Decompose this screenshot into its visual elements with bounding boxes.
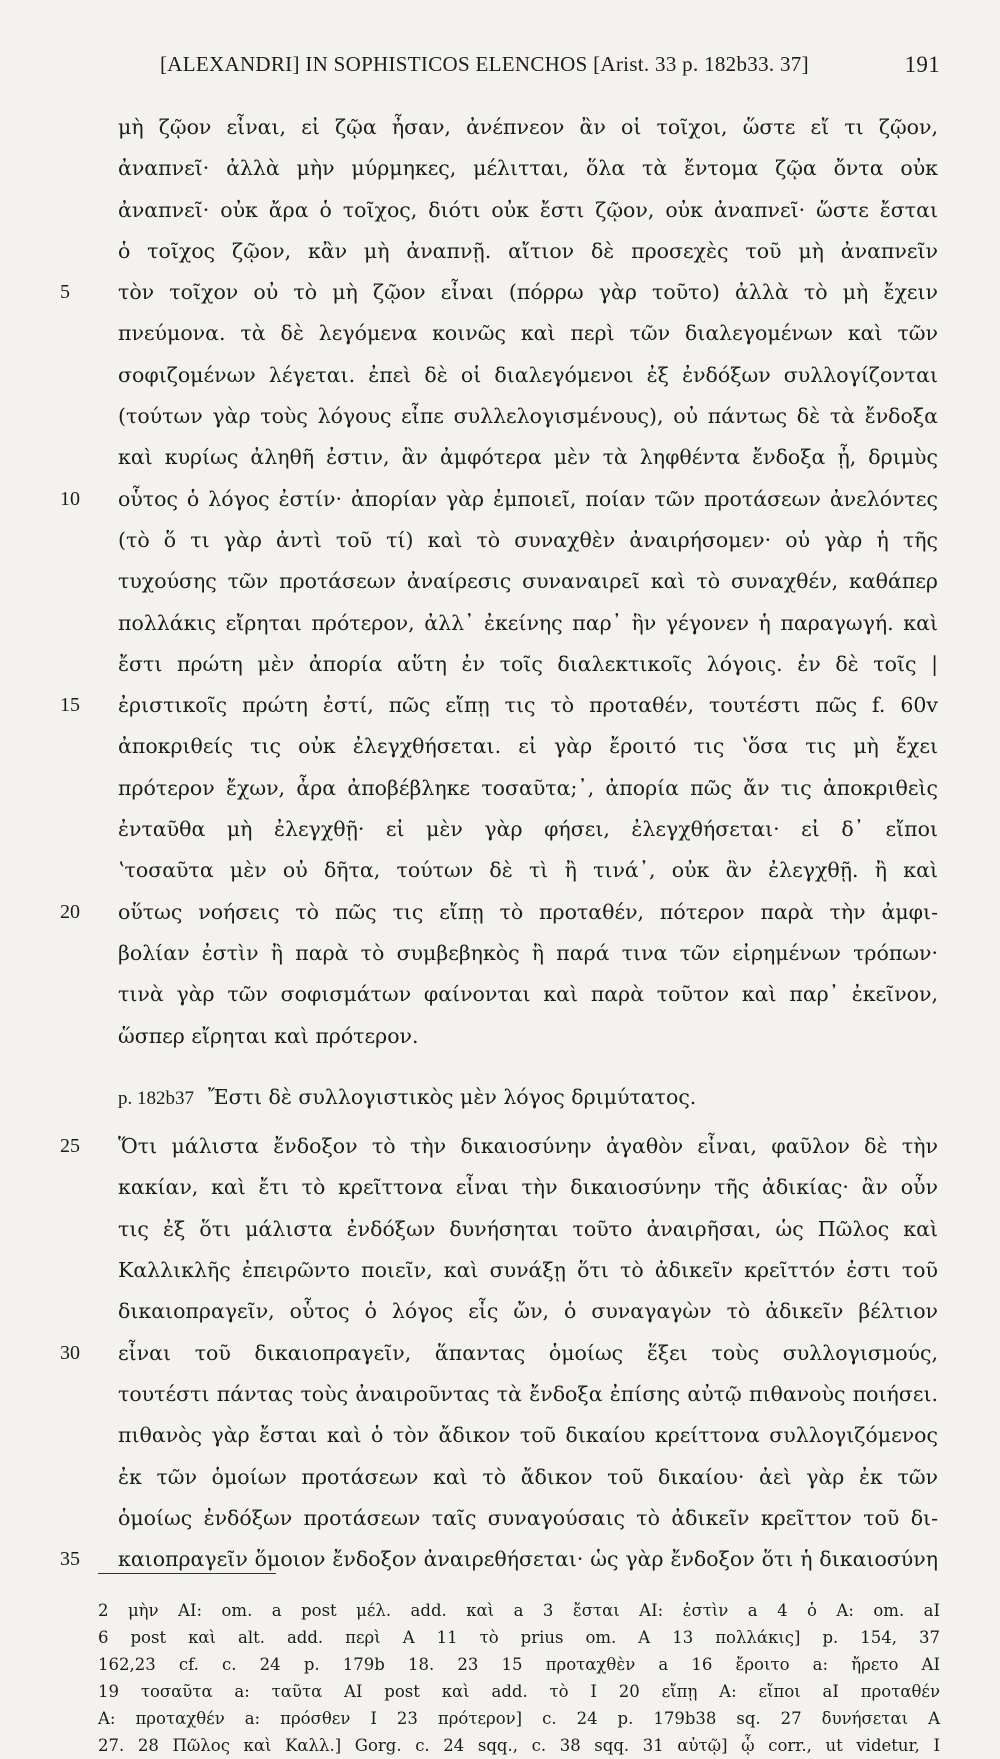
text-line — [60, 892, 938, 933]
line-number: 35 — [60, 1548, 80, 1571]
apparatus-line: A: προταχθέν a: πρόσθεν I 23 πρότερον] c. 24 p. 179b38 sq. 27 δυνήσεται A — [98, 1709, 940, 1728]
line-text: Καλλικλῆς ἐπειρῶντο ποιεῖν, καὶ συνάξῃ ὅτι τὸ ἀδικεῖν κρεῖττόν ἐστι τοῦ — [118, 1258, 938, 1283]
footnote-rule — [98, 1573, 276, 1574]
section-gap — [118, 1118, 938, 1126]
line-text: ἀναπνεῖ· ἀλλὰ μὴν μύρμηκες, μέλιτται, ὅλα τὰ ἔντομα ζῷα ὄντα οὐκ — [118, 156, 938, 181]
apparatus-line: 19 τοσαῦτα a: ταῦτα AI post καὶ add. τὸ I 20 εἴπῃ A: εἴποι aI προταθέν — [98, 1682, 940, 1701]
text-line — [60, 272, 938, 313]
line-text: ἐνταῦθα μὴ ἐλεγχθῇ· εἰ μὲν γὰρ φήσει, ἐλεγχθήσεται· εἰ δ᾽ εἴποι — [118, 817, 938, 842]
apparatus-line: 6 post καὶ alt. add. περὶ A 11 τὸ prius om. A 13 πολλάκις] p. 154, 37 — [98, 1628, 940, 1647]
text-line — [118, 1457, 938, 1498]
line-text: βολίαν ἐστὶν ἢ παρὰ τὸ συμβεβηκὸς ἢ παρά τινα τῶν εἰρημένων τρόπων· — [118, 940, 938, 965]
text-line — [118, 355, 938, 396]
text-line — [118, 933, 938, 974]
line-text: πνεύμονα. τὰ δὲ λεγόμενα κοινῶς καὶ περὶ τῶν διαλεγομένων καὶ τῶν — [118, 321, 938, 346]
line-number: 15 — [60, 694, 80, 717]
text-line — [118, 1498, 938, 1539]
line-text: ἔστι πρώτη μὲν ἀπορία αὕτη ἐν τοῖς διαλεκτικοῖς λόγοις. ἐν δὲ τοῖς | — [118, 651, 938, 676]
text-line — [118, 1016, 938, 1057]
line-text: (τούτων γὰρ τοὺς λόγους εἶπε συλλελογισμένους), οὐ πάντως δὲ τὰ ἔνδοξα — [118, 404, 938, 429]
text-line — [60, 1126, 938, 1167]
text-line — [118, 437, 938, 478]
text-line — [118, 768, 938, 809]
line-text: δικαιοπραγεῖν, οὗτος ὁ λόγος εἷς ὤν, ὁ συναγαγὼν τὸ ἀδικεῖν βέλτιον — [118, 1299, 938, 1324]
line-text: (τὸ ὅ τι γὰρ ἀντὶ τοῦ τί) καὶ τὸ συναχθὲν ἀναιρήσομεν· οὐ γὰρ ἡ τῆς — [118, 527, 938, 552]
text-line — [118, 231, 938, 272]
line-text: ὁμοίως ἐνδόξων προτάσεων ταῖς συναγούσαις τὸ ἀδικεῖν κρεῖττον τοῦ δι- — [118, 1505, 938, 1530]
line-text: οὗτος ὁ λόγος ἐστίν· ἀπορίαν γὰρ ἐμποιεῖ, ποίαν τῶν προτάσεων ἀνελόντες — [118, 486, 938, 511]
line-number: 10 — [60, 487, 80, 510]
text-line — [118, 561, 938, 602]
text-line — [118, 1209, 938, 1250]
line-text: τινὰ γὰρ τῶν σοφισμάτων φαίνονται καὶ παρὰ τοῦτον καὶ παρ᾽ ἐκεῖνον, — [118, 982, 938, 1007]
apparatus-line: 162,23 cf. c. 24 p. 179b 18. 23 15 προταχθὲν a 16 ἔροιτο a: ἤρετο AI — [98, 1655, 940, 1674]
line-text: εἶναι τοῦ δικαιοπραγεῖν, ἅπαντας ὁμοίως ἕξει τοὺς συλλογισμούς, — [118, 1340, 938, 1365]
line-text: ἀποκριθείς τις οὐκ ἐλεγχθήσεται. εἰ γὰρ ἔροιτό τις ʽὅσα τις μὴ ἔχει — [118, 734, 938, 759]
text-line — [118, 1415, 938, 1456]
text-line — [118, 107, 938, 148]
text-line — [118, 850, 938, 891]
text-line — [118, 148, 938, 189]
text-line — [118, 313, 938, 354]
line-text: καὶ κυρίως ἀληθῆ ἐστιν, ἂν ἀμφότερα μὲν τὰ ληφθέντα ἔνδοξα ᾖ, δριμὺς — [118, 445, 938, 470]
text-line — [118, 726, 938, 767]
line-text: ὁ τοῖχος ζῷον, κἂν μὴ ἀναπνῇ. αἴτιον δὲ προσεχὲς τοῦ μὴ ἀναπνεῖν — [118, 238, 938, 263]
line-text: καιοπραγεῖν ὅμοιον ἔνδοξον ἀναιρεθήσεται· ὡς γὰρ ἔνδοξον ὅτι ἡ δικαιοσύνη — [118, 1547, 938, 1572]
text-line — [118, 190, 938, 231]
line-text: τις ἐξ ὅτι μάλιστα ἐνδόξων δυνήσηται τοῦτο ἀναιρῆσαι, ὡς Πῶλος καὶ — [118, 1216, 938, 1241]
text-line — [118, 644, 938, 685]
line-text: Ὅτι μάλιστα ἔνδοξον τὸ τὴν δικαιοσύνην ἀγαθὸν εἶναι, φαῦλον δὲ τὴν — [118, 1134, 938, 1159]
line-text: πιθανὸς γὰρ ἔσται καὶ ὁ τὸν ἄδικον τοῦ δικαίου κρείττονα συλλογιζόμενος — [118, 1423, 938, 1448]
section-gap — [118, 1057, 938, 1077]
apparatus-line: 27. 28 Πῶλος καὶ Καλλ.] Gorg. c. 24 sqq., c. 38 sqq. 31 αὐτῷ] ᾧ corr., ut videtur, I — [98, 1736, 940, 1755]
running-header — [160, 52, 940, 84]
text-line — [60, 1333, 938, 1374]
line-number: 20 — [60, 900, 80, 923]
text-line — [118, 809, 938, 850]
text-line — [60, 1539, 938, 1580]
header-title: [ALEXANDRI] IN SOPHISTICOS ELENCHOS [Arist. 33 p. 182b33. 37] — [160, 52, 809, 76]
text-line — [118, 1291, 938, 1332]
line-text: οὕτως νοήσεις τὸ πῶς τις εἴπῃ τὸ προταθέν, πότερον παρὰ τὴν ἀμφι- — [118, 899, 938, 924]
line-text: τὸν τοῖχον οὐ τὸ μὴ ζῷον εἶναι (πόρρω γὰρ τοῦτο) ἀλλὰ τὸ μὴ ἔχειν — [118, 280, 938, 305]
line-text: ὥσπερ εἴρηται καὶ πρότερον. — [118, 1023, 419, 1048]
section-heading — [118, 1077, 938, 1118]
text-line — [118, 974, 938, 1015]
line-text: κακίαν, καὶ ἔτι τὸ κρεῖττονα εἶναι τὴν δικαιοσύνην τῆς ἀδικίας· ἂν οὖν — [118, 1175, 938, 1200]
section-lemma: Ἔστι δὲ συλλογιστικὸς μὲν λόγος δριμύτατος. — [208, 1084, 697, 1109]
text-line — [118, 520, 938, 561]
line-text: πρότερον ἔχων, ἆρα ἀποβέβληκε τοσαῦτα;᾽, ἀπορία πῶς ἄν τις ἀποκριθεὶς — [118, 775, 938, 800]
text-line — [118, 1250, 938, 1291]
text-line — [118, 1374, 938, 1415]
line-number: 25 — [60, 1135, 80, 1158]
text-line — [60, 685, 938, 726]
line-number: 30 — [60, 1341, 80, 1364]
text-line — [118, 396, 938, 437]
line-text: τουτέστι πάντας τοὺς ἀναιροῦντας τὰ ἔνδοξα ἐπίσης αὐτῷ πιθανοὺς ποιήσει. — [118, 1381, 938, 1406]
line-text: σοφιζομένων λέγεται. ἐπεὶ δὲ οἱ διαλεγόμενοι ἐξ ἐνδόξων συλλογίζονται — [118, 362, 938, 387]
line-text: τυχούσης τῶν προτάσεων ἀναίρεσις συναναιρεῖ καὶ τὸ συναχθέν, καθάπερ — [118, 569, 938, 594]
line-text: μὴ ζῷον εἶναι, εἰ ζῷα ἦσαν, ἀνέπνεον ἂν οἱ τοῖχοι, ὥστε εἴ τι ζῷον, — [118, 115, 938, 139]
page-number: 191 — [904, 52, 940, 77]
apparatus-criticus — [98, 1597, 940, 1759]
line-text: πολλάκις εἴρηται πρότερον, ἀλλ᾽ ἐκείνης παρ᾽ ἣν γέγονεν ἡ παραγωγή. καὶ — [118, 610, 938, 635]
line-text: ἐριστικοῖς πρώτη ἐστί, πῶς εἴπῃ τις τὸ προταθέν, τουτέστι πῶς f. 60v — [118, 693, 938, 718]
apparatus-line: 2 μὴν AI: om. a post μέλ. add. καὶ a 3 ἔσται AI: ἐστὶν a 4 ὁ A: om. aI — [98, 1601, 940, 1620]
line-number: 5 — [60, 281, 70, 304]
section-reference: p. 182b37 — [118, 1087, 194, 1109]
main-text — [60, 107, 938, 1580]
text-line — [60, 479, 938, 520]
line-text: ἐκ τῶν ὁμοίων προτάσεων καὶ τὸ ἄδικον τοῦ δικαίου· ἀεὶ γὰρ ἐκ τῶν — [118, 1464, 938, 1489]
line-text: ἀναπνεῖ· οὐκ ἄρα ὁ τοῖχος, διότι οὐκ ἔστι ζῷον, οὐκ ἀναπνεῖ· ὥστε ἔσται — [118, 197, 938, 222]
text-line — [118, 1167, 938, 1208]
line-text: ʽτοσαῦτα μὲν οὐ δῆτα, τούτων δὲ τὶ ἢ τινά᾽, οὐκ ἂν ἐλεγχθῇ. ἢ καὶ — [118, 858, 938, 883]
text-line — [118, 603, 938, 644]
